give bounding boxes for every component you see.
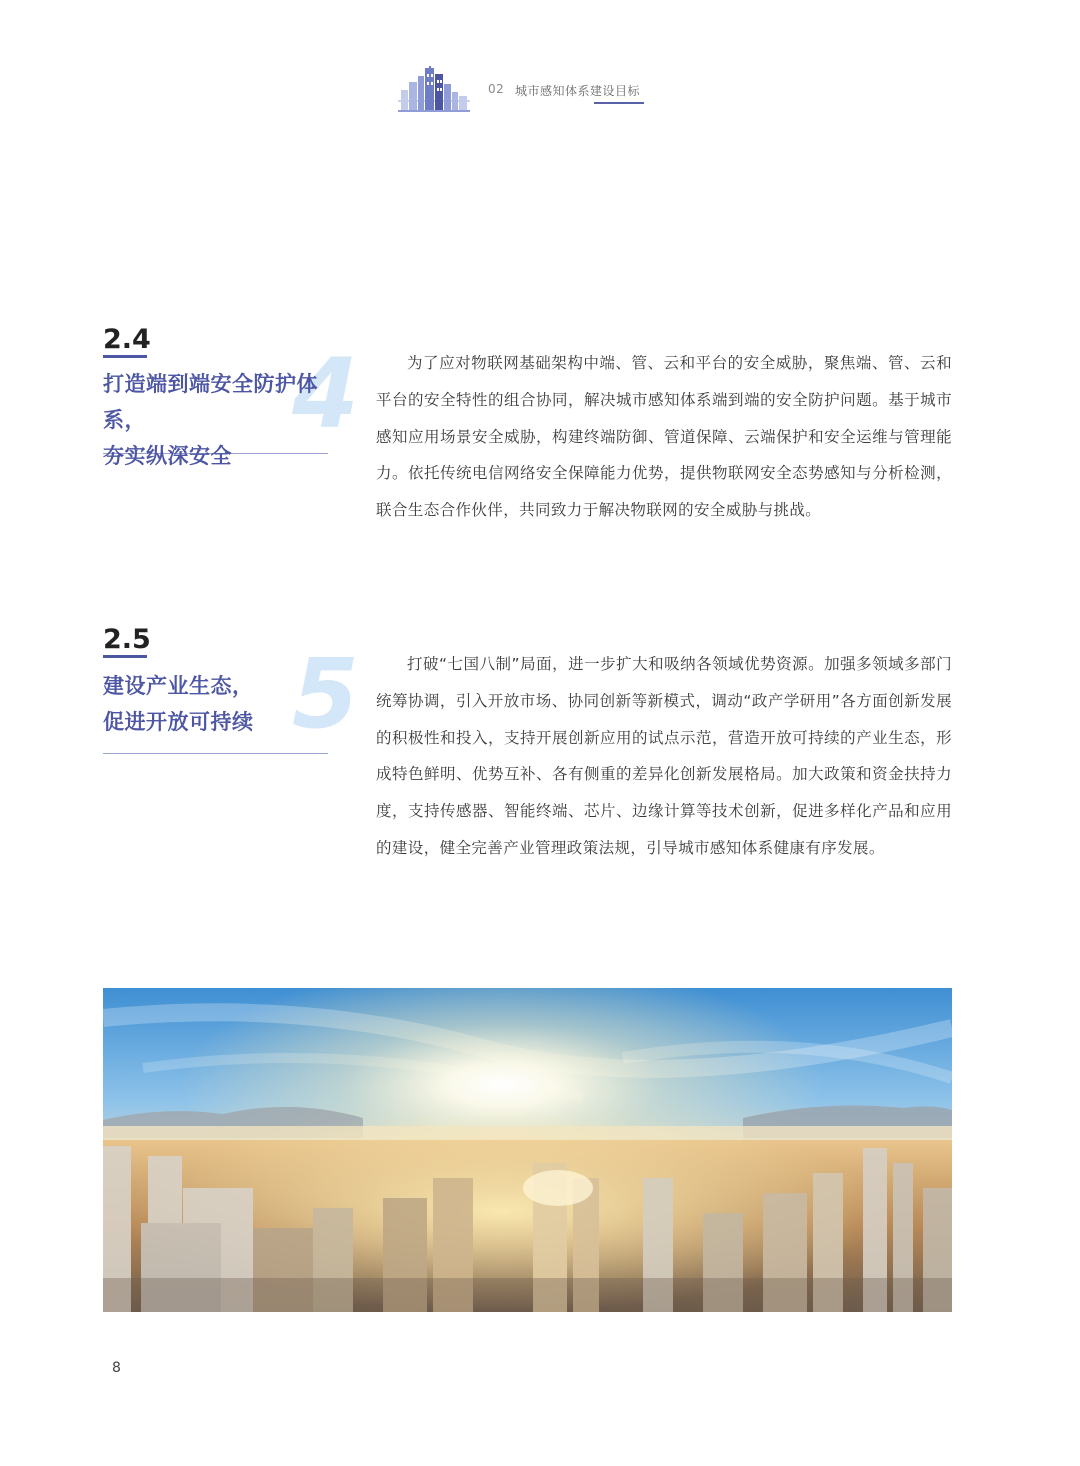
- section-number: 2.4: [103, 324, 151, 355]
- section-title-line: 夯实纵深安全: [103, 444, 232, 468]
- page-header: [398, 66, 658, 114]
- section-divider: [103, 753, 328, 754]
- section-number-bar: [103, 355, 147, 358]
- chapter-number: 02: [488, 82, 505, 96]
- section-title-line: 建设产业生态，: [103, 674, 254, 698]
- section-body: 打破“七国八制”局面，进一步扩大和吸纳各领域优势资源。加强多领域多部门统筹协调，引入开放市场、协同创新等新模式，调动“政产学研用”各方面创新发展的积极性和投入，支持开展创新应用的试点示范，营造开放可持续的产业生态，形成特色鲜明、优势互补、各有侧重的差异化创新发展格局。加大政策和资金扶持力度，支持传感器、智能终端、芯片、边缘计算等技术创新，促进多样化产品和应用的建设，健全完善产业管理政策法规，引导城市感知体系健康有序发展。: [376, 655, 952, 857]
- section-title-line: 促进开放可持续: [103, 710, 254, 734]
- section-watermark-number: 5: [292, 638, 359, 750]
- section-body: 为了应对物联网基础架构中端、管、云和平台的安全威胁，聚焦端、管、云和平台的安全特性的组合协同，解决城市感知体系端到端的安全防护问题。基于城市感知应用场景安全威胁，构建终端防御、管道保障、云端保护和安全运维与管理能力。依托传统电信网络安全保障能力优势，提供物联网安全态势感知与分析检测，联合生态合作伙伴，共同致力于解决物联网的安全威胁与挑战。: [376, 354, 952, 520]
- city-sunrise-photo: [103, 988, 952, 1312]
- section-number-bar: [103, 655, 147, 658]
- section-title-line: 打造端到端安全防护体系，: [103, 372, 318, 432]
- page-number: 8: [112, 1360, 121, 1376]
- section-title: [103, 668, 353, 740]
- section-watermark-number: 4: [292, 338, 359, 450]
- chapter-underline: [594, 102, 644, 104]
- city-skyline-icon: [398, 66, 470, 112]
- section-title: [103, 366, 353, 474]
- section-number: 2.5: [103, 624, 151, 655]
- chapter-title: 城市感知体系建设目标: [515, 84, 641, 98]
